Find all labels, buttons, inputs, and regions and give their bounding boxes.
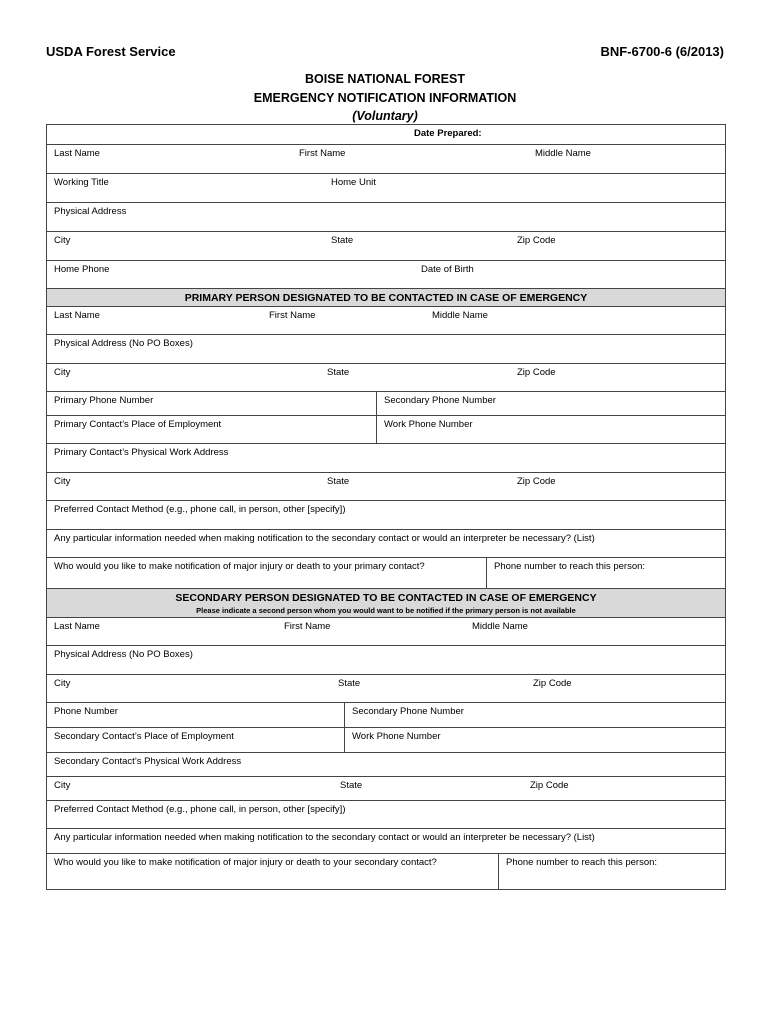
secondary-particular-info-field[interactable] bbox=[47, 829, 726, 854]
secondary-contact-method-label: Preferred Contact Method (e.g., phone call, in person, other [specify]) bbox=[54, 804, 346, 815]
employee-name-field[interactable] bbox=[47, 145, 726, 174]
primary-address-field[interactable] bbox=[47, 335, 726, 364]
primary-last-name-label: Last Name bbox=[54, 310, 100, 321]
secondary-last-name-label: Last Name bbox=[54, 621, 100, 632]
primary-secondary-phone-label: Secondary Phone Number bbox=[384, 395, 496, 406]
secondary-work-city-state-zip-field[interactable] bbox=[47, 777, 726, 801]
secondary-notify-row bbox=[47, 854, 726, 890]
dob-label: Date of Birth bbox=[421, 264, 474, 275]
primary-employment-label: Primary Contact’s Place of Employment bbox=[54, 419, 222, 430]
secondary-contact-heading bbox=[47, 589, 726, 618]
primary-secondary-phone-field[interactable] bbox=[377, 392, 726, 416]
primary-who-notify-field[interactable] bbox=[47, 558, 487, 588]
secondary-phone-reach-field[interactable] bbox=[499, 854, 664, 889]
secondary-particular-info-label: Any particular information needed when making notification to the secondary contact or would an interpreter be necessary? (List) bbox=[54, 832, 595, 843]
secondary-employment-label: Secondary Contact’s Place of Employment bbox=[54, 731, 234, 742]
primary-work-city-state-zip-field[interactable] bbox=[47, 473, 726, 501]
secondary-work-address-label: Secondary Contact’s Physical Work Address bbox=[54, 756, 242, 767]
secondary-address-field[interactable] bbox=[47, 646, 726, 675]
secondary-work-state-label: State bbox=[340, 780, 363, 791]
city-label: City bbox=[54, 235, 71, 246]
primary-first-name-label: First Name bbox=[269, 310, 316, 321]
primary-contact-method-label: Preferred Contact Method (e.g., phone call, in person, other [specify]) bbox=[54, 504, 346, 515]
secondary-phone-label: Phone Number bbox=[54, 706, 118, 717]
primary-city-label: City bbox=[54, 367, 71, 378]
secondary-middle-name-label: Middle Name bbox=[472, 621, 528, 632]
date-prepared-field[interactable] bbox=[47, 125, 726, 145]
physical-address-label: Physical Address bbox=[54, 206, 127, 217]
primary-zip-label: Zip Code bbox=[517, 367, 556, 378]
middle-name-label: Middle Name bbox=[535, 148, 591, 159]
form-number: BNF-6700-6 (6/2013) bbox=[600, 44, 724, 59]
primary-work-state-label: State bbox=[327, 476, 350, 487]
primary-phone-reach-field[interactable] bbox=[487, 558, 652, 588]
zip-label: Zip Code bbox=[517, 235, 556, 246]
secondary-contact-heading-title: SECONDARY PERSON DESIGNATED TO BE CONTACTED IN CASE OF EMERGENCY bbox=[175, 592, 597, 604]
primary-work-city-label: City bbox=[54, 476, 71, 487]
secondary-first-name-label: First Name bbox=[284, 621, 331, 632]
primary-phone-label: Primary Phone Number bbox=[54, 395, 154, 406]
secondary-work-city-label: City bbox=[54, 780, 71, 791]
secondary-work-address-field[interactable] bbox=[47, 753, 726, 777]
secondary-address-label: Physical Address (No PO Boxes) bbox=[54, 649, 193, 660]
primary-employment-field[interactable] bbox=[47, 416, 377, 444]
primary-who-notify-label: Who would you like to make notification of major injury or death to your primary contact? bbox=[54, 561, 425, 572]
secondary-who-notify-label: Who would you like to make notification of major injury or death to your secondary contact? bbox=[54, 857, 437, 868]
secondary-name-field[interactable] bbox=[47, 618, 726, 646]
secondary-who-notify-field[interactable] bbox=[47, 854, 499, 889]
secondary-phone-reach-label: Phone number to reach this person: bbox=[506, 857, 658, 868]
primary-work-phone-label: Work Phone Number bbox=[384, 419, 473, 430]
first-name-label: First Name bbox=[299, 148, 346, 159]
secondary-phone-row bbox=[47, 703, 726, 728]
primary-work-zip-label: Zip Code bbox=[517, 476, 556, 487]
emergency-form bbox=[46, 124, 726, 890]
form-title-forest: BOISE NATIONAL FOREST bbox=[305, 72, 465, 86]
home-unit-label: Home Unit bbox=[331, 177, 376, 188]
secondary-work-phone-field[interactable] bbox=[345, 728, 448, 752]
last-name-label: Last Name bbox=[54, 148, 100, 159]
secondary-city-state-zip-field[interactable] bbox=[47, 675, 726, 703]
secondary-contact-method-field[interactable] bbox=[47, 801, 726, 829]
primary-notify-row bbox=[47, 558, 726, 589]
working-title-field[interactable] bbox=[47, 174, 726, 203]
secondary-state-label: State bbox=[338, 678, 361, 689]
primary-work-address-field[interactable] bbox=[47, 444, 726, 473]
state-label: State bbox=[331, 235, 354, 246]
primary-work-address-label: Primary Contact’s Physical Work Address bbox=[54, 447, 229, 458]
form-subtitle: (Voluntary) bbox=[352, 109, 418, 123]
date-prepared-label: Date Prepared: bbox=[414, 128, 482, 139]
primary-contact-heading: PRIMARY PERSON DESIGNATED TO BE CONTACTED IN CASE OF EMERGENCY bbox=[47, 289, 726, 307]
secondary-employment-row bbox=[47, 728, 726, 753]
primary-particular-info-field[interactable] bbox=[47, 530, 726, 558]
primary-address-label: Physical Address (No PO Boxes) bbox=[54, 338, 193, 349]
primary-work-phone-field[interactable] bbox=[377, 416, 726, 444]
secondary-contact-note: Please indicate a second person whom you would want to be notified if the primary person is not available bbox=[196, 606, 576, 615]
secondary-work-zip-label: Zip Code bbox=[530, 780, 569, 791]
secondary-secondary-phone-field[interactable] bbox=[345, 703, 471, 727]
primary-contact-method-field[interactable] bbox=[47, 501, 726, 530]
primary-name-field[interactable] bbox=[47, 307, 726, 335]
primary-state-label: State bbox=[327, 367, 350, 378]
primary-phone-reach-label: Phone number to reach this person: bbox=[494, 561, 646, 572]
form-title: EMERGENCY NOTIFICATION INFORMATION bbox=[253, 91, 517, 105]
agency-name: USDA Forest Service bbox=[46, 44, 176, 59]
home-phone-dob-field[interactable] bbox=[47, 261, 726, 289]
secondary-secondary-phone-label: Secondary Phone Number bbox=[352, 706, 464, 717]
home-phone-label: Home Phone bbox=[54, 264, 110, 275]
secondary-employment-field[interactable] bbox=[47, 728, 345, 752]
primary-particular-info-label: Any particular information needed when making notification to the secondary contact or would an interpreter be necessary? (List) bbox=[54, 533, 595, 544]
primary-middle-name-label: Middle Name bbox=[432, 310, 488, 321]
secondary-zip-label: Zip Code bbox=[533, 678, 572, 689]
city-state-zip-field[interactable] bbox=[47, 232, 726, 261]
secondary-city-label: City bbox=[54, 678, 71, 689]
secondary-work-phone-label: Work Phone Number bbox=[352, 731, 441, 742]
physical-address-field[interactable] bbox=[47, 203, 726, 232]
secondary-phone-field[interactable] bbox=[47, 703, 345, 727]
working-title-label: Working Title bbox=[54, 177, 109, 188]
primary-city-state-zip-field[interactable] bbox=[47, 364, 726, 392]
primary-phone-field[interactable] bbox=[47, 392, 377, 416]
